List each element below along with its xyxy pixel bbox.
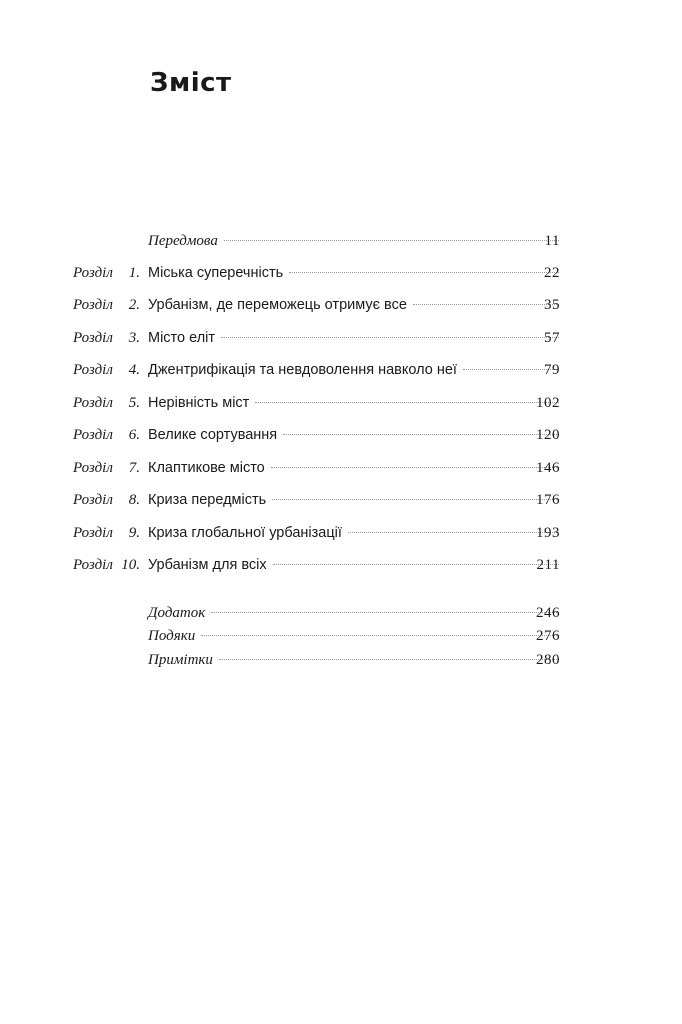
chapter-label: Розділ	[73, 557, 113, 573]
toc-entry-chapter-3[interactable]	[0, 326, 682, 350]
toc-page-number: 146	[536, 460, 560, 476]
toc-entry-body	[148, 293, 567, 317]
dot-leader	[221, 337, 559, 338]
toc-page-number: 120	[536, 427, 560, 443]
toc-page-number: 102	[536, 395, 560, 411]
toc-entry-title: Велике сортування	[148, 427, 278, 443]
toc-page-number: 276	[536, 628, 560, 644]
toc-page-number: 79	[544, 362, 560, 378]
toc-entry-chapter-8[interactable]	[0, 488, 682, 512]
dot-leader	[201, 635, 559, 636]
toc-entry-body	[148, 391, 567, 415]
dot-leader	[272, 499, 559, 500]
toc-entry-title: Подяки	[148, 628, 196, 644]
toc-page-number: 22	[544, 265, 560, 281]
chapter-label: Розділ	[73, 330, 113, 346]
toc-entry-body	[148, 553, 567, 577]
toc-entry-chapter-5[interactable]	[0, 391, 682, 415]
toc-entry-chapter-7[interactable]	[0, 456, 682, 480]
toc-entry-chapter-10[interactable]	[0, 553, 682, 577]
dot-leader	[255, 402, 559, 403]
toc-entry-title: Урбанізм, де переможець отримує все	[148, 297, 407, 313]
chapter-number: 1.	[128, 265, 140, 281]
chapter-number: 8.	[128, 492, 140, 508]
dot-leader	[211, 612, 559, 613]
chapter-number: 7.	[128, 460, 140, 476]
toc-entry-title: Урбанізм для всіх	[148, 557, 267, 573]
chapter-number: 10.	[121, 557, 140, 573]
toc-page-number: 211	[536, 557, 560, 573]
chapter-label: Розділ	[73, 395, 113, 411]
chapter-label: Розділ	[73, 492, 113, 508]
toc-entry-title: Місто еліт	[148, 330, 216, 346]
toc-entry-title: Джентрифікація та невдоволення навколо неї	[148, 362, 457, 378]
chapter-label: Розділ	[73, 460, 113, 476]
page-title: Зміст	[150, 68, 232, 98]
toc-entry-chapter-4[interactable]	[0, 358, 682, 382]
toc-entry-appendix[interactable]	[0, 601, 682, 625]
toc-page-number: 35	[544, 297, 560, 313]
toc-entry-body	[148, 601, 567, 625]
toc-entry-body	[148, 456, 567, 480]
chapter-number: 4.	[128, 362, 140, 378]
toc-entry-title: Міська суперечність	[148, 265, 284, 281]
toc-page-number: 11	[544, 233, 560, 249]
chapter-label: Розділ	[73, 362, 113, 378]
toc-page-number: 246	[536, 605, 560, 621]
toc-entry-acknowledgements[interactable]	[0, 624, 682, 648]
toc-entry-title: Клаптикове місто	[148, 460, 265, 476]
chapter-number: 6.	[128, 427, 140, 443]
chapter-label: Розділ	[73, 427, 113, 443]
toc-page-number: 280	[536, 652, 560, 668]
toc-page-number: 57	[544, 330, 560, 346]
toc-entry-body	[148, 488, 567, 512]
chapter-label: Розділ	[73, 525, 113, 541]
toc-entry-body	[148, 261, 567, 285]
chapter-number: 5.	[128, 395, 140, 411]
toc-entry-body	[148, 521, 567, 545]
toc-entry-chapter-1[interactable]	[0, 261, 682, 285]
toc-entry-title: Криза передмість	[148, 492, 267, 508]
dot-leader	[413, 304, 559, 305]
toc-entry-chapter-9[interactable]	[0, 521, 682, 545]
toc-entry-title: Додаток	[148, 605, 206, 621]
toc-page-number: 176	[536, 492, 560, 508]
chapter-number: 9.	[128, 525, 140, 541]
toc-entry-chapter-6[interactable]	[0, 423, 682, 447]
chapter-number: 2.	[128, 297, 140, 313]
dot-leader	[219, 659, 559, 660]
dot-leader	[273, 564, 559, 565]
chapter-number: 3.	[128, 330, 140, 346]
toc-entry-body	[148, 326, 567, 350]
chapter-label: Розділ	[73, 265, 113, 281]
toc-entry-preface[interactable]	[0, 229, 682, 253]
dot-leader	[348, 532, 559, 533]
dot-leader	[289, 272, 559, 273]
toc-entry-title: Примітки	[148, 652, 213, 668]
dot-leader	[283, 434, 559, 435]
toc-entry-body	[148, 358, 567, 382]
chapter-label: Розділ	[73, 297, 113, 313]
toc-entry-title: Нерівність міст	[148, 395, 250, 411]
dot-leader	[271, 467, 559, 468]
toc-page-number: 193	[536, 525, 560, 541]
toc-entry-body	[148, 648, 567, 672]
toc-entry-body	[148, 229, 567, 253]
dot-leader	[224, 240, 559, 241]
toc-entry-title: Передмова	[148, 233, 218, 249]
toc-entry-body	[148, 624, 567, 648]
toc-entry-title: Криза глобальної урбанізації	[148, 525, 342, 541]
toc-entry-chapter-2[interactable]	[0, 293, 682, 317]
toc-entry-notes[interactable]	[0, 648, 682, 672]
toc-entry-body	[148, 423, 567, 447]
